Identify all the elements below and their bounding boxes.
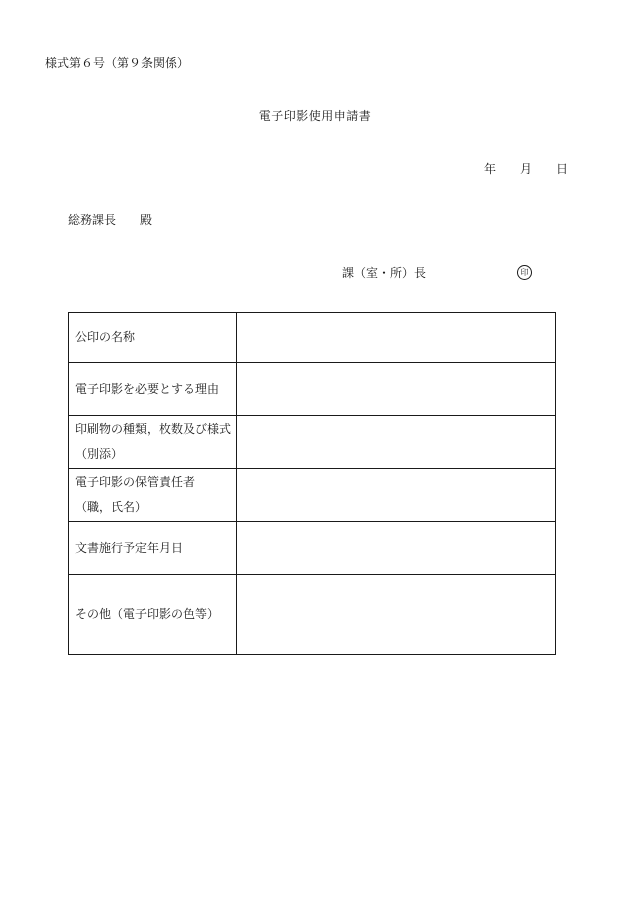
row-label bbox=[69, 522, 237, 575]
date-day-label: 日 bbox=[556, 162, 569, 176]
applicant-label: 課（室・所）長 bbox=[342, 266, 427, 280]
row-label bbox=[69, 313, 237, 363]
date-month-label: 月 bbox=[520, 162, 533, 176]
row-label bbox=[69, 416, 237, 469]
row-label-text: 電子印影の保管責任者 bbox=[75, 475, 196, 489]
addressee bbox=[68, 214, 152, 226]
form-number: 様式第６号（第９条関係） bbox=[45, 56, 190, 70]
row-label-subtext: （別添） bbox=[75, 447, 124, 461]
row-value-cell[interactable] bbox=[237, 363, 556, 416]
row-label-text: その他（電子印影の色等） bbox=[75, 607, 220, 621]
row-value-cell[interactable] bbox=[237, 313, 556, 363]
application-table bbox=[68, 312, 556, 655]
table-row bbox=[69, 522, 556, 575]
seal-icon: 印 bbox=[517, 265, 532, 280]
date-year-label: 年 bbox=[484, 162, 497, 176]
row-label bbox=[69, 363, 237, 416]
row-label-subtext: （職，氏名） bbox=[75, 500, 148, 514]
addressee-honorific: 殿 bbox=[140, 213, 153, 227]
date-line bbox=[484, 163, 568, 175]
row-value-cell[interactable] bbox=[237, 522, 556, 575]
table-row bbox=[69, 469, 556, 522]
row-label-text: 印刷物の種類，枚数及び様式 bbox=[75, 422, 232, 436]
row-label-text: 文書施行予定年月日 bbox=[75, 540, 184, 555]
page-title: 電子印影使用申請書 bbox=[258, 109, 372, 123]
row-value-cell[interactable] bbox=[237, 416, 556, 469]
table-row bbox=[69, 416, 556, 469]
row-label-text: 電子印影を必要とする理由 bbox=[75, 381, 220, 396]
row-label-text: 公印の名称 bbox=[75, 330, 136, 344]
row-label bbox=[69, 469, 237, 522]
table-row bbox=[69, 313, 556, 363]
row-value-cell[interactable] bbox=[237, 469, 556, 522]
table-row bbox=[69, 363, 556, 416]
row-label bbox=[69, 575, 237, 655]
row-value-cell[interactable] bbox=[237, 575, 556, 655]
table-row bbox=[69, 575, 556, 655]
addressee-name: 総務課長 bbox=[68, 213, 117, 227]
